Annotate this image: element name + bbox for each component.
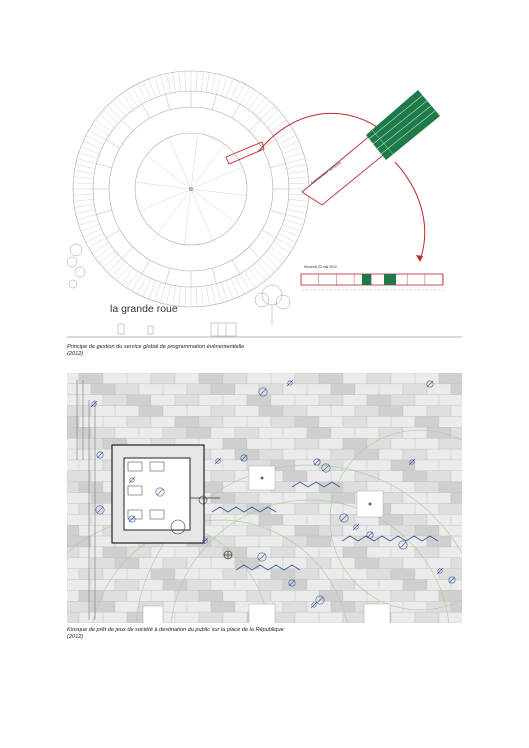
tree-left [67,244,85,288]
figure2-caption-text: Kiosque de prêt de jeux de société à destination du public sur la place de la République [67,627,284,633]
figure1-caption-year: (2012) [67,351,84,357]
ferris-wheel-diagram [73,71,309,307]
figure1-caption [67,344,244,358]
wheel-title: la grande roue [110,303,178,315]
figure2-caption [67,627,284,641]
wedge-activity-label: Gymnastique suédoise [310,160,342,186]
people-silhouettes [118,323,236,336]
figure1-caption-text: Principe de gestion du service global de programmation évènementielle [67,344,245,350]
wheel-selected-sector [226,142,264,164]
tree-right [255,285,290,325]
red-arrow-lower [395,162,425,260]
timeline-date-label: Mercredi 23 mai 2012 [304,265,337,269]
figure2-caption-year: (2012) [67,634,84,640]
kiosk-building [112,445,220,543]
timeline-bar [301,274,443,291]
kiosk-site-plan [30,373,511,748]
red-arrowhead-lower [416,255,423,262]
expanded-wedge [302,90,440,205]
